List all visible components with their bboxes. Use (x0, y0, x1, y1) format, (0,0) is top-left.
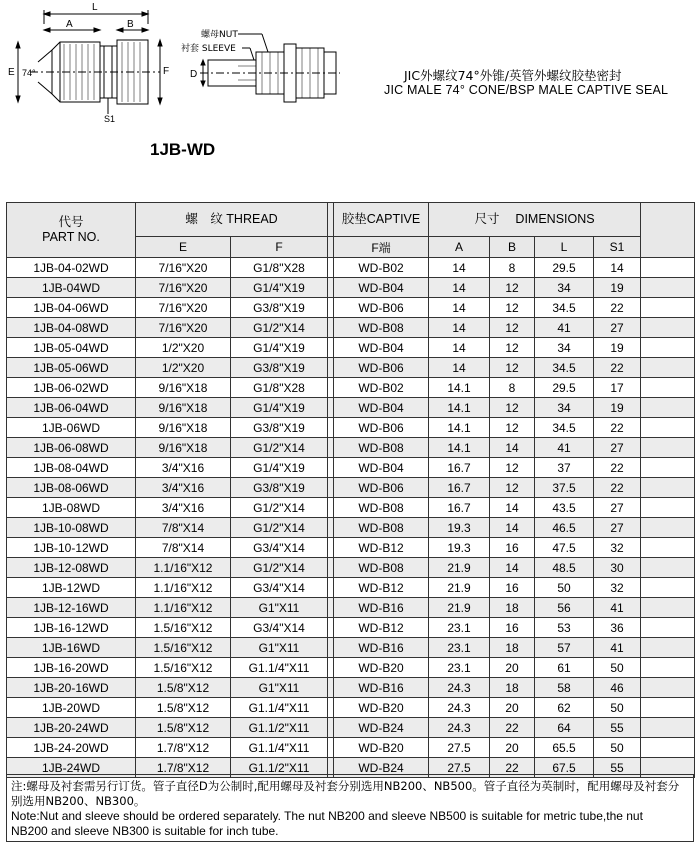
table-row (7, 478, 695, 498)
table-row (7, 598, 695, 618)
dim-L-cell: 34.5 (535, 298, 594, 318)
thread-header: 螺 纹 THREAD (136, 203, 328, 237)
angle-label: 74° (22, 68, 36, 78)
dim-L-cell: 61 (535, 658, 594, 678)
dim-B-cell: 12 (490, 418, 535, 438)
dim-B-cell: 12 (490, 318, 535, 338)
thread-E-cell: 9/16"X18 (136, 378, 231, 398)
title-english: JIC MALE 74° CONE/BSP MALE CAPTIVE SEAL (384, 83, 669, 97)
blank-cell (641, 338, 695, 358)
dim-A-cell: 21.9 (429, 598, 490, 618)
table-row (7, 338, 695, 358)
dim-A-cell: 14 (429, 258, 490, 278)
male-fitting-drawing (16, 10, 162, 114)
thread-E-cell: 9/16"X18 (136, 438, 231, 458)
table-row (7, 258, 695, 278)
dim-S1-cell: 50 (594, 738, 641, 758)
dim-A-cell: 14 (429, 338, 490, 358)
dim-L-cell: 58 (535, 678, 594, 698)
dim-A-cell: 14 (429, 298, 490, 318)
thread-F-cell: G3/8"X19 (231, 298, 328, 318)
dim-L-cell: 56 (535, 598, 594, 618)
thread-E-cell: 1/2"X20 (136, 338, 231, 358)
blank-cell (641, 598, 695, 618)
dim-S1-cell: 17 (594, 378, 641, 398)
table-row (7, 738, 695, 758)
thread-E-cell: 1.5/16"X12 (136, 638, 231, 658)
dim-B-cell: 14 (490, 518, 535, 538)
dim-A-cell: 27.5 (429, 758, 490, 778)
dim-S1-cell: 27 (594, 438, 641, 458)
part-no-cell: 1JB-10-12WD (7, 538, 136, 558)
table-row (7, 538, 695, 558)
col-S1-header: S1 (594, 237, 641, 258)
dim-L-cell: 62 (535, 698, 594, 718)
blank-cell (641, 478, 695, 498)
thread-E-cell: 3/4"X16 (136, 478, 231, 498)
thread-F-cell: G1"X11 (231, 598, 328, 618)
spec-table (6, 202, 695, 778)
dim-B-cell: 14 (490, 498, 535, 518)
part-no-cell: 1JB-20-24WD (7, 718, 136, 738)
dim-S1-cell: 19 (594, 398, 641, 418)
dim-A-cell: 21.9 (429, 558, 490, 578)
thread-E-cell: 3/4"X16 (136, 458, 231, 478)
table-row (7, 318, 695, 338)
blank-cell (641, 678, 695, 698)
dim-S1-cell: 36 (594, 618, 641, 638)
dim-B-cell: 20 (490, 698, 535, 718)
dim-L-cell: 37.5 (535, 478, 594, 498)
part-no-cell: 1JB-08-06WD (7, 478, 136, 498)
dim-L-cell: 41 (535, 438, 594, 458)
dim-B-cell: 12 (490, 358, 535, 378)
captive-cell: WD-B06 (334, 358, 429, 378)
col-E-header: E (136, 237, 231, 258)
blank-cell (641, 518, 695, 538)
dim-B-cell: 22 (490, 758, 535, 778)
thread-E-cell: 7/8"X14 (136, 518, 231, 538)
dim-B-cell: 14 (490, 438, 535, 458)
col-F-header: F (231, 237, 328, 258)
table-row (7, 678, 695, 698)
dim-B-cell: 8 (490, 258, 535, 278)
dim-B-cell: 16 (490, 578, 535, 598)
part-no-cell: 1JB-16WD (7, 638, 136, 658)
blank-cell (641, 578, 695, 598)
captive-cell: WD-B12 (334, 618, 429, 638)
thread-E-cell: 1.7/8"X12 (136, 758, 231, 778)
dim-B-cell: 12 (490, 278, 535, 298)
thread-E-cell: 1.1/16"X12 (136, 578, 231, 598)
table-row (7, 658, 695, 678)
blank-cell (641, 358, 695, 378)
captive-cell: WD-B08 (334, 518, 429, 538)
dim-L-cell: 46.5 (535, 518, 594, 538)
notes-box (6, 774, 694, 842)
captive-cell: WD-B04 (334, 398, 429, 418)
dim-L-cell: 50 (535, 578, 594, 598)
thread-E-cell: 1.1/16"X12 (136, 598, 231, 618)
part-no-header: 代号 PART NO. (7, 203, 136, 258)
dim-S1-cell: 22 (594, 418, 641, 438)
note-english-line-2: NB200 and sleeve NB300 is suitable for inch tube. (11, 824, 279, 838)
dim-A-cell: 16.7 (429, 478, 490, 498)
dim-L-cell: 34 (535, 278, 594, 298)
thread-F-cell: G3/4"X14 (231, 578, 328, 598)
thread-F-cell: G1/4"X19 (231, 398, 328, 418)
captive-cell: WD-B08 (334, 498, 429, 518)
thread-E-cell: 7/8"X14 (136, 538, 231, 558)
dim-A-cell: 14 (429, 278, 490, 298)
thread-F-cell: G1/8"X28 (231, 258, 328, 278)
part-no-cell: 1JB-24WD (7, 758, 136, 778)
table-row (7, 578, 695, 598)
part-no-cell: 1JB-12-16WD (7, 598, 136, 618)
table-row (7, 558, 695, 578)
captive-cell: WD-B12 (334, 538, 429, 558)
thread-F-cell: G1.1/4"X11 (231, 738, 328, 758)
part-no-cell: 1JB-24-20WD (7, 738, 136, 758)
dim-B-cell: 8 (490, 378, 535, 398)
thread-E-cell: 1.5/16"X12 (136, 658, 231, 678)
dim-B-cell: 18 (490, 678, 535, 698)
thread-E-cell: 7/16"X20 (136, 258, 231, 278)
dim-S1-cell: 27 (594, 318, 641, 338)
table-row (7, 358, 695, 378)
part-no-cell: 1JB-06WD (7, 418, 136, 438)
dim-B-cell: 18 (490, 598, 535, 618)
thread-E-cell: 1.5/16"X12 (136, 618, 231, 638)
blank-cell (641, 498, 695, 518)
blank-cell (641, 718, 695, 738)
captive-cell: WD-B02 (334, 258, 429, 278)
table-row (7, 378, 695, 398)
dim-L-cell: 64 (535, 718, 594, 738)
part-no-cell: 1JB-20-16WD (7, 678, 136, 698)
dim-A-cell: 14.1 (429, 438, 490, 458)
dim-A-cell: 23.1 (429, 618, 490, 638)
table-row (7, 278, 695, 298)
dim-B-cell: 16 (490, 618, 535, 638)
dim-B-cell: 12 (490, 398, 535, 418)
dim-S1-cell: 22 (594, 298, 641, 318)
thread-F-cell: G1/8"X28 (231, 378, 328, 398)
dim-S1-cell: 41 (594, 638, 641, 658)
table-row (7, 458, 695, 478)
col-Fend-header: F端 (334, 237, 429, 258)
dim-S1-cell: 55 (594, 758, 641, 778)
thread-F-cell: G1"X11 (231, 638, 328, 658)
thread-F-cell: G1.1/4"X11 (231, 658, 328, 678)
blank-cell (641, 398, 695, 418)
captive-cell: WD-B08 (334, 558, 429, 578)
dim-A-cell: 16.7 (429, 458, 490, 478)
nut-label: 螺母NUT (201, 30, 238, 40)
dim-B-cell: 12 (490, 478, 535, 498)
blank-cell (641, 618, 695, 638)
thread-F-cell: G3/8"X19 (231, 418, 328, 438)
dim-A-cell: 16.7 (429, 498, 490, 518)
blank-cell (641, 638, 695, 658)
thread-F-cell: G1/2"X14 (231, 558, 328, 578)
part-no-cell: 1JB-06-02WD (7, 378, 136, 398)
dim-E-label: E (8, 67, 15, 78)
table-row (7, 298, 695, 318)
dim-B-cell: 12 (490, 458, 535, 478)
dim-S1-cell: 19 (594, 278, 641, 298)
dim-L-cell: 29.5 (535, 258, 594, 278)
note-chinese: 注:螺母及衬套需另行订货。管子直径D为公制时,配用螺母及衬套分别选用NB200、NB500。管子直径为英制时，配用螺母及衬套分别选用NB200、NB300。 (11, 779, 680, 808)
part-no-cell: 1JB-20WD (7, 698, 136, 718)
captive-cell: WD-B04 (334, 338, 429, 358)
thread-F-cell: G1/2"X14 (231, 498, 328, 518)
dim-D-label: D (190, 69, 198, 80)
col-A-header: A (429, 237, 490, 258)
dim-S1-cell: 50 (594, 698, 641, 718)
part-no-cell: 1JB-12-08WD (7, 558, 136, 578)
captive-cell: WD-B06 (334, 298, 429, 318)
thread-F-cell: G3/4"X14 (231, 538, 328, 558)
dim-S1-cell: 32 (594, 538, 641, 558)
blank-cell (641, 558, 695, 578)
thread-E-cell: 9/16"X18 (136, 418, 231, 438)
dim-S1-cell: 27 (594, 518, 641, 538)
dim-B-cell: 14 (490, 558, 535, 578)
thread-E-cell: 7/16"X20 (136, 298, 231, 318)
dim-A-cell: 14.1 (429, 418, 490, 438)
dim-B-cell: 16 (490, 538, 535, 558)
blank-cell (641, 318, 695, 338)
dim-S1-cell: 22 (594, 458, 641, 478)
dim-B-cell: 18 (490, 638, 535, 658)
thread-F-cell: G3/8"X19 (231, 478, 328, 498)
captive-cell: WD-B20 (334, 738, 429, 758)
thread-E-cell: 1.5/8"X12 (136, 678, 231, 698)
captive-cell: WD-B16 (334, 598, 429, 618)
table-row (7, 398, 695, 418)
dim-L-cell: 47.5 (535, 538, 594, 558)
dim-S1-cell: 55 (594, 718, 641, 738)
dim-B-cell: 22 (490, 718, 535, 738)
dim-A-cell: 27.5 (429, 738, 490, 758)
dim-L-cell: 29.5 (535, 378, 594, 398)
table-row (7, 718, 695, 738)
thread-E-cell: 9/16"X18 (136, 398, 231, 418)
dim-A-cell: 23.1 (429, 638, 490, 658)
dim-B-cell: 12 (490, 298, 535, 318)
captive-cell: WD-B02 (334, 378, 429, 398)
dim-F-label: F (163, 66, 170, 77)
dim-S1-cell: 22 (594, 358, 641, 378)
title-chinese: JIC外螺纹74°外锥/英管外螺纹胶垫密封 (404, 68, 622, 83)
part-no-cell: 1JB-06-04WD (7, 398, 136, 418)
part-no-cell: 1JB-05-04WD (7, 338, 136, 358)
dim-L-cell: 37 (535, 458, 594, 478)
dim-L-cell: 34.5 (535, 358, 594, 378)
blank-cell (641, 658, 695, 678)
fitting-drawing (0, 0, 700, 200)
dim-S1-cell: 50 (594, 658, 641, 678)
part-no-cell: 1JB-16-20WD (7, 658, 136, 678)
table-row (7, 498, 695, 518)
dim-B-cell: 20 (490, 738, 535, 758)
thread-F-cell: G1/2"X14 (231, 438, 328, 458)
thread-E-cell: 1.7/8"X12 (136, 738, 231, 758)
dim-A-cell: 14.1 (429, 378, 490, 398)
thread-E-cell: 7/16"X20 (136, 318, 231, 338)
dim-A-cell: 19.3 (429, 538, 490, 558)
thread-F-cell: G1.1/2"X11 (231, 718, 328, 738)
blank-cell (641, 378, 695, 398)
dim-A-cell: 19.3 (429, 518, 490, 538)
thread-F-cell: G3/8"X19 (231, 358, 328, 378)
part-no-cell: 1JB-06-08WD (7, 438, 136, 458)
dim-L-cell: 53 (535, 618, 594, 638)
thread-F-cell: G1"X11 (231, 678, 328, 698)
part-no-cell: 1JB-16-12WD (7, 618, 136, 638)
thread-F-cell: G1/2"X14 (231, 518, 328, 538)
dim-L-cell: 41 (535, 318, 594, 338)
part-no-cell: 1JB-08-04WD (7, 458, 136, 478)
dim-L-cell: 43.5 (535, 498, 594, 518)
dim-S1-cell: 32 (594, 578, 641, 598)
dim-L-cell: 34.5 (535, 418, 594, 438)
part-no-cell: 1JB-12WD (7, 578, 136, 598)
dim-B-cell: 12 (490, 338, 535, 358)
dim-S1-cell: 30 (594, 558, 641, 578)
dim-L-cell: 48.5 (535, 558, 594, 578)
table-row (7, 438, 695, 458)
dim-A-cell: 14.1 (429, 398, 490, 418)
table-row (7, 418, 695, 438)
dim-L-cell: 34 (535, 398, 594, 418)
captive-cell: WD-B16 (334, 678, 429, 698)
part-no-cell: 1JB-04WD (7, 278, 136, 298)
dim-S1-cell: 41 (594, 598, 641, 618)
dim-L-cell: 65.5 (535, 738, 594, 758)
thread-F-cell: G1.1/4"X11 (231, 698, 328, 718)
captive-cell: WD-B04 (334, 278, 429, 298)
dim-S1-cell: 22 (594, 478, 641, 498)
thread-F-cell: G1.1/2"X11 (231, 758, 328, 778)
dim-S1-cell: 14 (594, 258, 641, 278)
sleeve-label: 衬套 SLEEVE (181, 44, 236, 54)
thread-E-cell: 1.1/16"X12 (136, 558, 231, 578)
blank-cell (641, 458, 695, 478)
part-no-cell: 1JB-04-02WD (7, 258, 136, 278)
dimensions-header: 尺寸 DIMENSIONS (429, 203, 641, 237)
captive-cell: WD-B24 (334, 758, 429, 778)
col-L-header: L (535, 237, 594, 258)
thread-E-cell: 1.5/8"X12 (136, 718, 231, 738)
thread-E-cell: 1/2"X20 (136, 358, 231, 378)
captive-cell: WD-B08 (334, 318, 429, 338)
note-english-line-1: Note:Nut and sleeve should be ordered separately. The nut NB200 and sleeve NB500 is suitable for metric tube,the nut (11, 809, 643, 823)
dim-B-cell: 20 (490, 658, 535, 678)
thread-F-cell: G1/4"X19 (231, 338, 328, 358)
table-row (7, 618, 695, 638)
table-row (7, 518, 695, 538)
thread-E-cell: 1.5/8"X12 (136, 698, 231, 718)
blank-cell (641, 738, 695, 758)
dim-A-cell: 14 (429, 358, 490, 378)
captive-cell: WD-B04 (334, 458, 429, 478)
dim-S1-cell: 46 (594, 678, 641, 698)
part-no-cell: 1JB-08WD (7, 498, 136, 518)
captive-cell: WD-B08 (334, 438, 429, 458)
part-no-cell: 1JB-05-06WD (7, 358, 136, 378)
dim-A-cell: 24.3 (429, 698, 490, 718)
blank-cell (641, 438, 695, 458)
dim-S1-cell: 19 (594, 338, 641, 358)
dim-L-cell: 57 (535, 638, 594, 658)
captive-cell: WD-B20 (334, 698, 429, 718)
header-blank (641, 203, 695, 258)
dim-L-cell: 67.5 (535, 758, 594, 778)
dim-A-cell: 24.3 (429, 718, 490, 738)
blank-cell (641, 298, 695, 318)
captive-cell: WD-B06 (334, 478, 429, 498)
dim-A-cell: 24.3 (429, 678, 490, 698)
captive-cell: WD-B24 (334, 718, 429, 738)
thread-F-cell: G1/4"X19 (231, 278, 328, 298)
spec-table-body (7, 258, 695, 778)
thread-F-cell: G3/4"X14 (231, 618, 328, 638)
dim-A-cell: 23.1 (429, 658, 490, 678)
thread-F-cell: G1/4"X19 (231, 458, 328, 478)
dim-S1-cell: 27 (594, 498, 641, 518)
captive-cell: WD-B12 (334, 578, 429, 598)
dim-L-label: L (92, 2, 98, 13)
dim-L-cell: 34 (535, 338, 594, 358)
blank-cell (641, 278, 695, 298)
col-B-header: B (490, 237, 535, 258)
table-row (7, 698, 695, 718)
table-row (7, 638, 695, 658)
dim-B-label: B (127, 19, 134, 30)
blank-cell (641, 418, 695, 438)
part-no-cell: 1JB-04-06WD (7, 298, 136, 318)
dim-A-label: A (66, 19, 73, 30)
thread-F-cell: G1/2"X14 (231, 318, 328, 338)
blank-cell (641, 538, 695, 558)
model-code: 1JB-WD (150, 140, 216, 159)
thread-E-cell: 3/4"X16 (136, 498, 231, 518)
captive-cell: WD-B20 (334, 658, 429, 678)
part-no-cell: 1JB-10-08WD (7, 518, 136, 538)
captive-cell: WD-B16 (334, 638, 429, 658)
dim-A-cell: 14 (429, 318, 490, 338)
part-no-cell: 1JB-04-08WD (7, 318, 136, 338)
blank-cell (641, 258, 695, 278)
thread-E-cell: 7/16"X20 (136, 278, 231, 298)
blank-cell (641, 698, 695, 718)
dim-S1-label: S1 (104, 114, 116, 124)
captive-cell: WD-B06 (334, 418, 429, 438)
dim-A-cell: 21.9 (429, 578, 490, 598)
captive-header: 胶垫CAPTIVE (334, 203, 429, 237)
